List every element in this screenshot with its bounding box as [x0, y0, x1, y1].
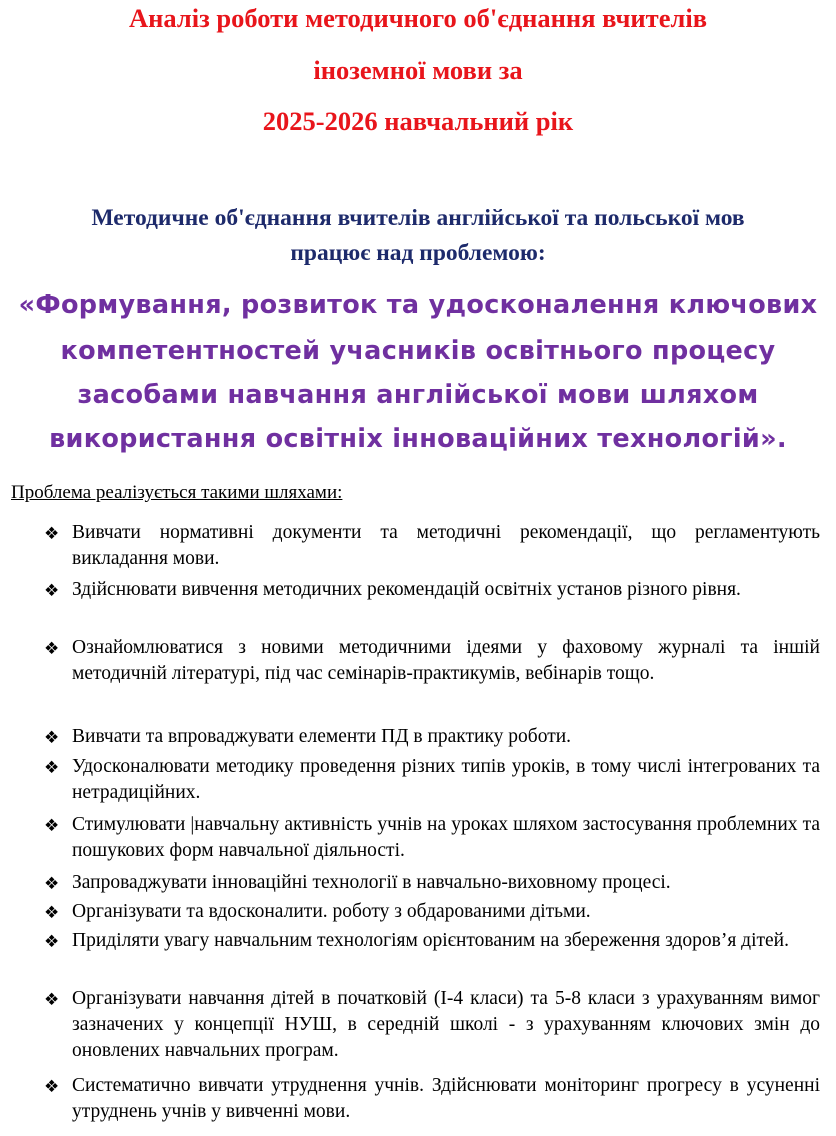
document-title-line-1: Аналіз роботи методичного об'єднання вчителів: [128, 3, 708, 33]
diamond-bullet-icon: ❖: [44, 639, 60, 659]
document-title-line-3: 2025-2026 навчальний рік: [262, 106, 574, 136]
ways-heading: Проблема реалізується такими шляхами:: [11, 482, 343, 503]
diamond-bullet-icon: ❖: [44, 990, 60, 1010]
subtitle-line-1: Методичне об'єднання вчителів англійської та польської мов: [91, 205, 745, 231]
diamond-bullet-icon: ❖: [44, 758, 60, 778]
list-item-text: Вивчати та впроваджувати елементи ПД в практику роботи.: [72, 726, 572, 747]
list-item-text: Вивчати нормативні документи та методичні рекомендації, що регламентують викладання мови.: [72, 522, 820, 569]
diamond-bullet-icon: ❖: [44, 874, 60, 894]
list-item-text: Організувати та вдосконалити. роботу з обдарованими дітьми.: [72, 901, 591, 922]
problem-statement-line-4: використання освітніх інноваційних технологій».: [49, 424, 787, 454]
diamond-bullet-icon: ❖: [44, 932, 60, 952]
list-item-text: Приділяти увагу навчальним технологіям орієнтованим на збереження здоров’я дітей.: [72, 930, 789, 951]
problem-statement-line-1: «Формування, розвиток та удосконалення ключових: [18, 290, 818, 320]
list-item-text: Здійснювати вивчення методичних рекомендацій освітніх установ різного рівня.: [72, 579, 741, 600]
list-item-text: Стимулювати |навчальну активність учнів на уроках шляхом застосування проблемних та пошукових форм навчальної діяльності.: [72, 814, 820, 861]
list-item-text: Систематично вивчати утруднення учнів. Здійснювати моніторинг прогресу в усуненні утруднень учнів у вивченні мови.: [72, 1075, 820, 1122]
diamond-bullet-icon: ❖: [44, 728, 60, 748]
problem-statement-line-2: компетентностей учасників освітнього процесу: [60, 336, 776, 366]
list-item-text: Ознайомлюватися з новими методичними ідеями у фаховому журналі та іншій методичній літературі, під час семінарів-практикумів, вебінарів тощо.: [72, 637, 820, 684]
diamond-bullet-icon: ❖: [44, 581, 60, 601]
subtitle-line-2: працює над проблемою:: [290, 240, 546, 266]
list-item-text: Організувати навчання дітей в початковій (І-4 класи) та 5-8 класи з урахуванням вимог зазначених у концепції НУШ, в середній школі - з урахуванням ключових змін до оновлених навчальних програм.: [72, 988, 820, 1061]
diamond-bullet-icon: ❖: [44, 903, 60, 923]
list-item-text: Удосконалювати методику проведення різних типів уроків, в тому числі інтегрованих та нетрадиційних.: [72, 756, 820, 803]
diamond-bullet-icon: ❖: [44, 524, 60, 544]
document-title-line-2: іноземної мови за: [313, 55, 523, 85]
diamond-bullet-icon: ❖: [44, 1077, 60, 1097]
problem-statement-line-3: засобами навчання англійської мови шляхом: [77, 380, 759, 410]
diamond-bullet-icon: ❖: [44, 816, 60, 836]
list-item-text: Запроваджувати інноваційні технології в навчально-виховному процесі.: [72, 872, 671, 893]
